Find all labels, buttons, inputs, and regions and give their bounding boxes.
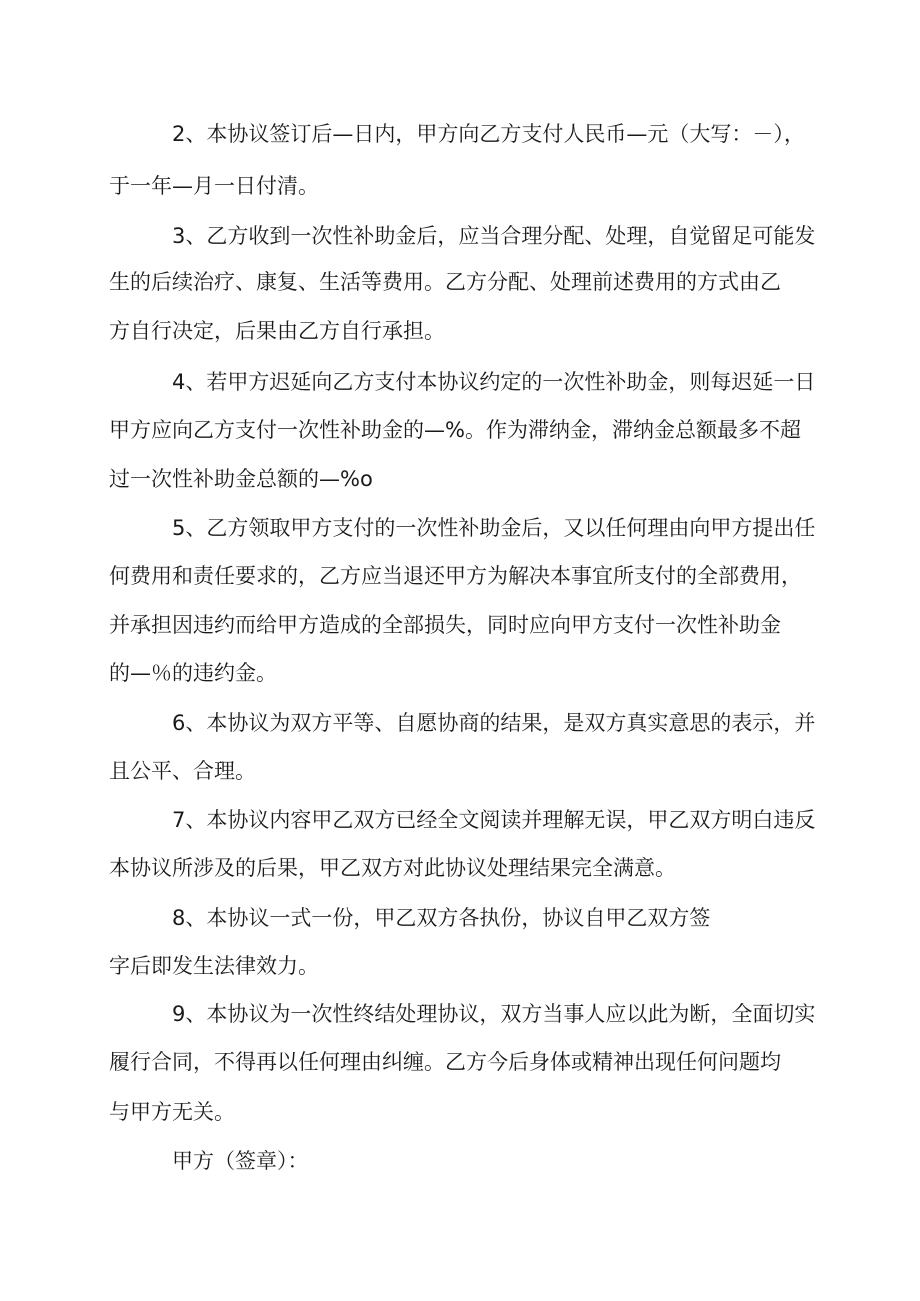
paragraph-9-line-1: 9、本协议为一次性终结处理协议，双方当事人应以此为断，全面切实 [172,1002,816,1026]
signature-label-party-a: 甲方（签章）： [172,1149,309,1173]
paragraph-3-line-2: 生的后续治疗、康复、生活等费用。乙方分配、处理前述费用的方式由乙 [109,270,781,294]
paragraph-4-line-2: 甲方应向乙方支付一次性补助金的—%。作为滞纳金，滞纳金总额最多不超 [109,418,801,442]
paragraph-5-line-2: 何费用和责任要求的，乙方应当退还甲方为解决本事宜所支付的全部费用， [109,564,802,588]
paragraph-5-line-1: 5、乙方领取甲方支付的一次性补助金后，又以任何理由向甲方提出任 [172,516,816,540]
paragraph-5-line-4: 的—％的违约金。 [109,661,277,685]
paragraph-5-line-3: 并承担因违约而给甲方造成的全部损失，同时应向甲方支付一次性补助金 [109,613,781,637]
paragraph-7-line-1: 7、本协议内容甲乙双方已经全文阅读并理解无误，甲乙双方明白违反 [172,808,816,832]
paragraph-2-line-1: 2、本协议签订后—日内，甲方向乙方支付人民币—元（大写：－）， [172,122,805,146]
paragraph-6-line-2: 且公平、合理。 [109,759,256,783]
paragraph-9-line-3: 与甲方无关。 [109,1100,235,1124]
paragraph-3-line-1: 3、乙方收到一次性补助金后，应当合理分配、处理，自觉留足可能发 [172,224,816,248]
paragraph-7-line-2: 本协议所涉及的后果，甲乙双方对此协议处理结果完全满意。 [109,856,676,880]
paragraph-6-line-1: 6、本协议为双方平等、自愿协商的结果，是双方真实意思的表示，并 [172,711,816,735]
paragraph-8-line-1: 8、本协议一式一份，甲乙双方各执份，协议自甲乙双方签 [172,906,711,930]
paragraph-3-line-3: 方自行决定，后果由乙方自行承担。 [109,319,445,343]
paragraph-9-line-2: 履行合同，不得再以任何理由纠缠。乙方今后身体或精神出现任何问题均 [109,1050,781,1074]
paragraph-4-line-1: 4、若甲方迟延向乙方支付本协议约定的一次性补助金，则每迟延一日 [172,370,816,394]
paragraph-2-line-2: 于一年—月一日付清。 [109,174,319,198]
paragraph-8-line-2: 字后即发生法律效力。 [109,954,319,978]
paragraph-4-line-3: 过一次性补助金总额的—%o [109,467,373,491]
